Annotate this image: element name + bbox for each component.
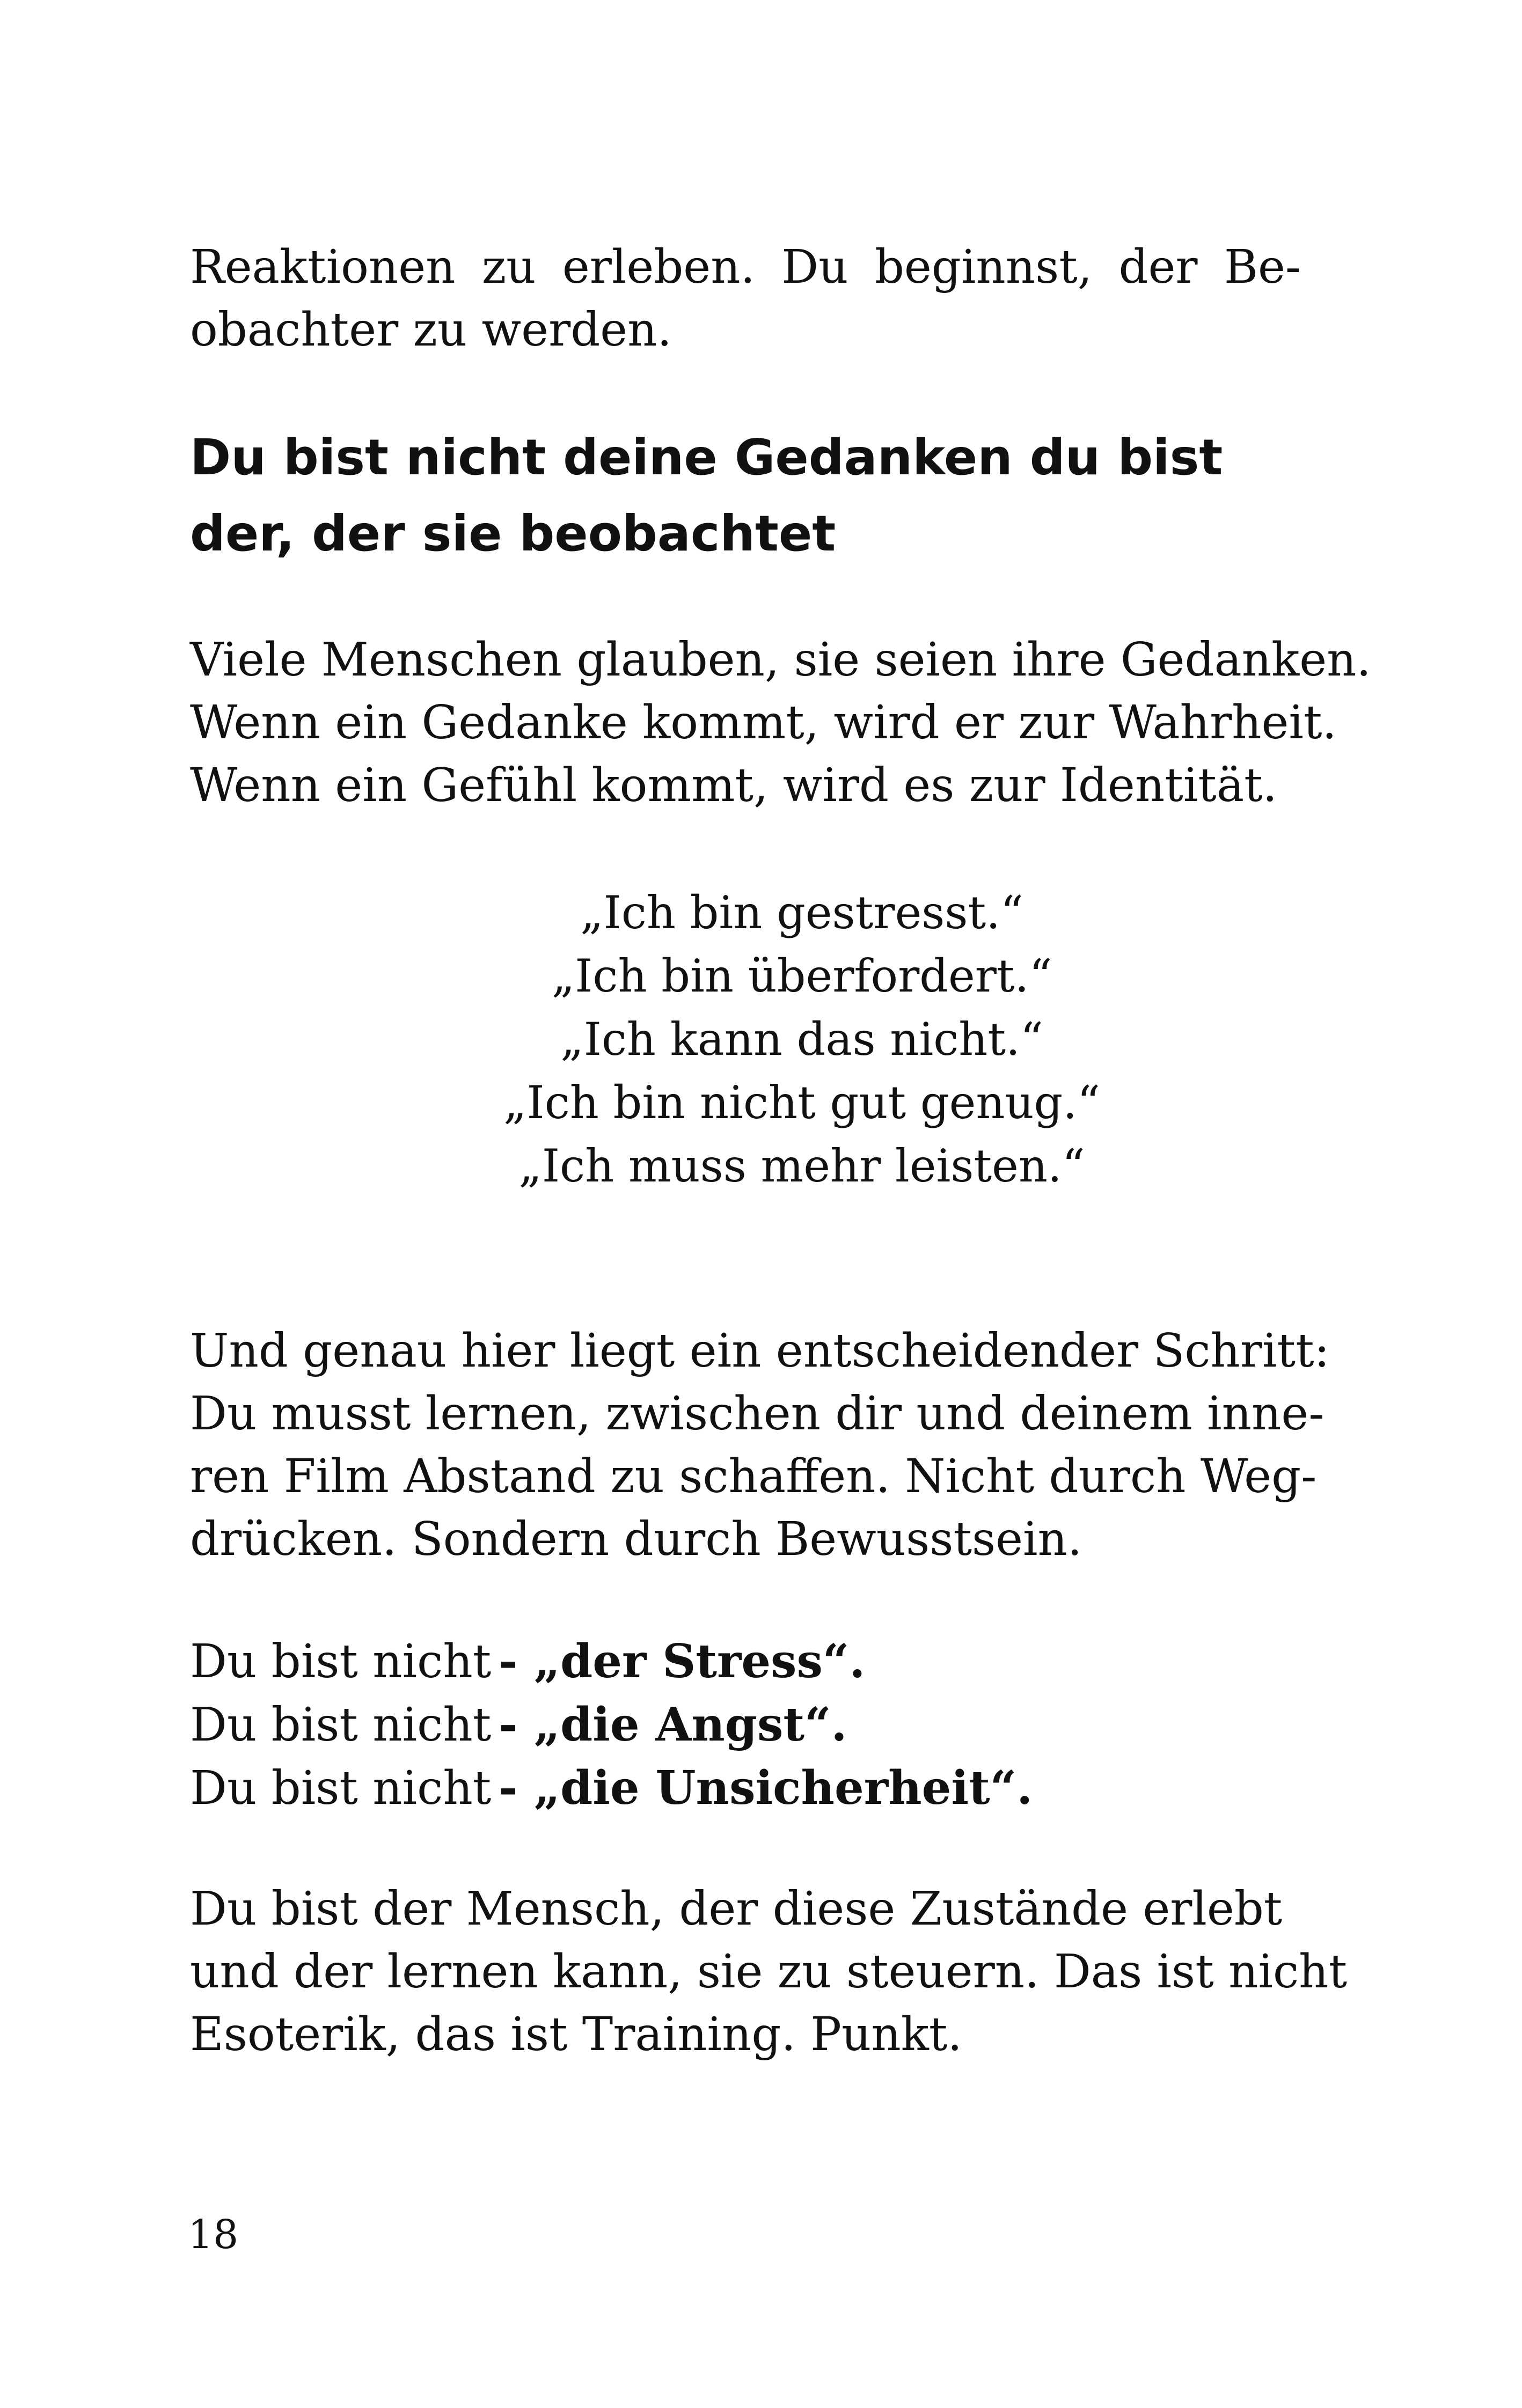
list-item-prefix: Du bist nicht: [190, 1635, 492, 1688]
paragraph-3-line-2: und der lernen kann, sie zu steuern. Das ist nicht: [190, 1945, 1348, 1999]
section-heading: [190, 420, 1344, 572]
list-item-emphasis: - „die Unsicherheit“.: [499, 1761, 1033, 1815]
paragraph-2-line-1: Und genau hier liegt ein entscheidender Schritt:: [190, 1324, 1330, 1378]
paragraph-1-line-3: Wenn ein Gefühl kommt, wird es zur Identität.: [190, 759, 1277, 812]
list-item: [190, 1630, 1317, 1693]
negation-list: [190, 1630, 1317, 1820]
list-item: [190, 1693, 1317, 1757]
paragraph-1: [190, 629, 1371, 817]
quote-line: „Ich bin nicht gut genug.“: [503, 1076, 1100, 1129]
heading-line-2: der, der sie beobachtet: [190, 505, 836, 562]
list-item-prefix: Du bist nicht: [190, 1698, 492, 1752]
list-item-emphasis: - „der Stress“.: [499, 1634, 866, 1688]
list-item-emphasis: - „die Angst“.: [499, 1698, 847, 1752]
paragraph-2-line-4: drücken. Sondern durch Bewusstsein.: [190, 1513, 1082, 1566]
quote-line: „Ich bin gestresst.“: [580, 886, 1023, 939]
paragraph-2-line-3: ren Film Abstand zu schaffen. Nicht durch Weg-: [190, 1450, 1317, 1503]
list-item-prefix: Du bist nicht: [190, 1761, 492, 1815]
paragraph-2: [190, 1320, 1330, 1571]
heading-line-1: Du bist nicht deine Gedanken du bist: [190, 429, 1223, 486]
paragraph-3-line-1: Du bist der Mensch, der diese Zustände erlebt: [190, 1882, 1283, 1936]
paragraph-2-line-2: Du musst lernen, zwischen dir und deinem inne-: [190, 1387, 1325, 1441]
paragraph-1-line-1: Viele Menschen glauben, sie seien ihre Gedanken.: [190, 633, 1371, 687]
quote-line: „Ich bin überfordert.“: [551, 950, 1052, 1002]
quote-line: „Ich muss mehr leisten.“: [518, 1140, 1085, 1192]
page-number: 18: [188, 2212, 239, 2258]
intro-paragraph: [190, 236, 1301, 362]
intro-line-2: obachter zu werden.: [190, 303, 672, 357]
quote-list: [190, 881, 1301, 1198]
list-item: [190, 1757, 1317, 1820]
intro-line-1: Reaktionen zu erleben. Du beginnst, der Be-: [190, 240, 1301, 294]
paragraph-1-line-2: Wenn ein Gedanke kommt, wird er zur Wahrheit.: [190, 696, 1337, 750]
quote-line: „Ich kann das nicht.“: [560, 1013, 1043, 1066]
paragraph-3: [190, 1878, 1348, 2066]
paragraph-3-line-3: Esoterik, das ist Training. Punkt.: [190, 2008, 962, 2061]
